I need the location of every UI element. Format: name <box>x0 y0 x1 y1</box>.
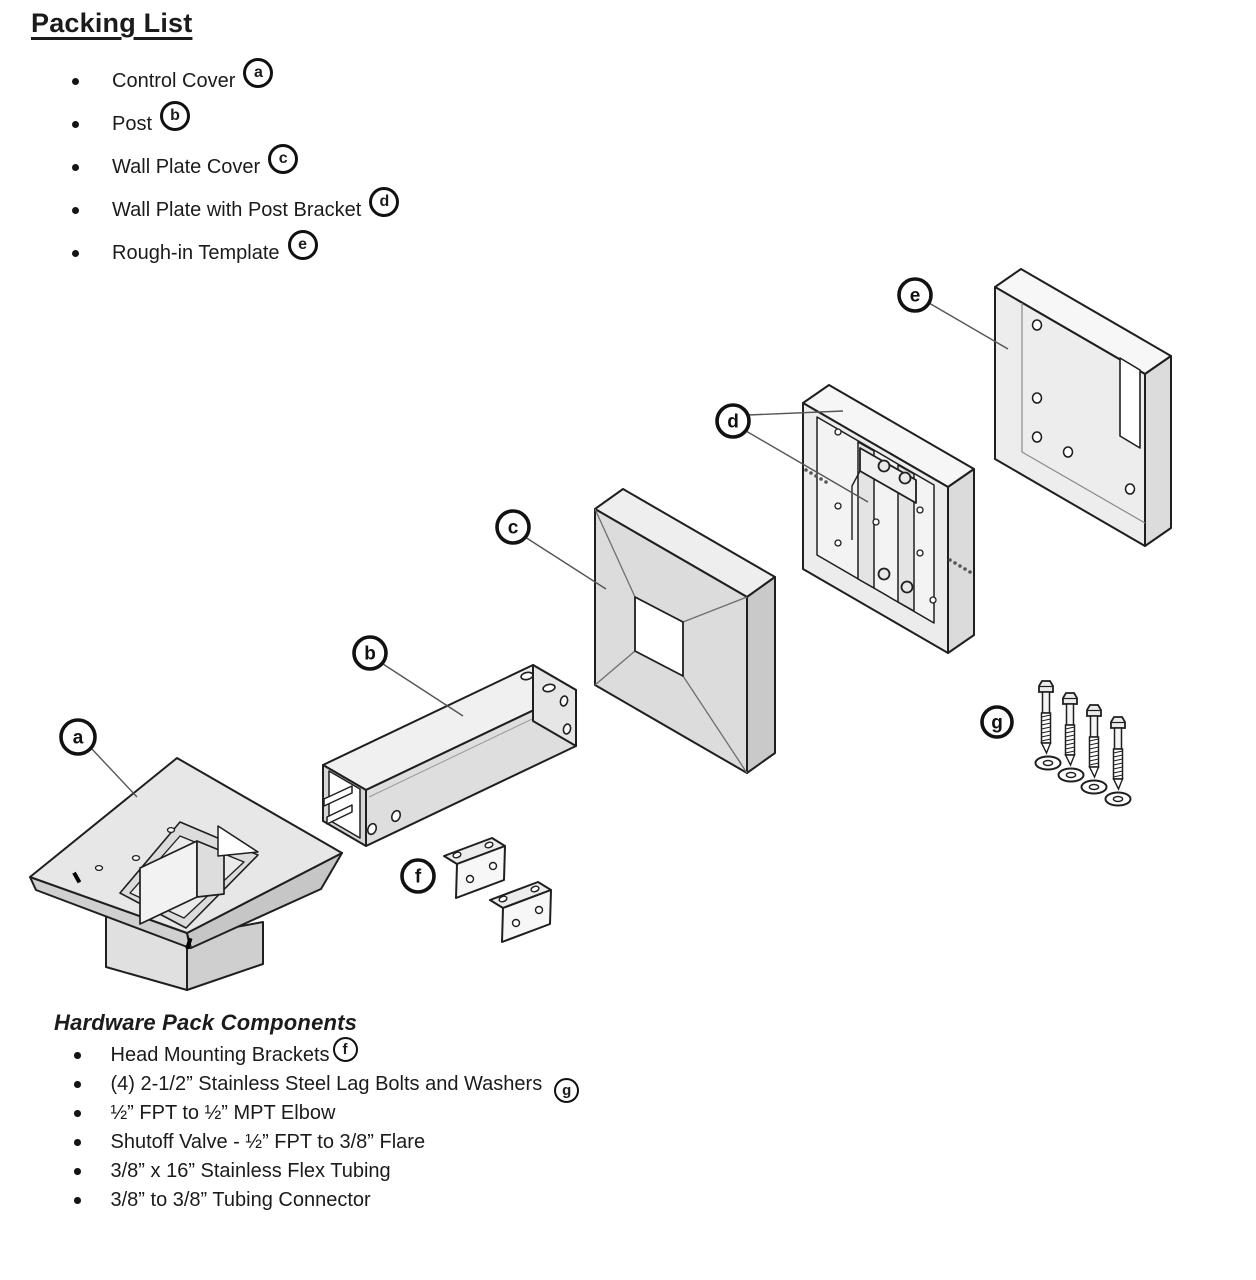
page-title: Packing List <box>31 8 193 38</box>
svg-text:d: d <box>727 411 739 433</box>
list-item-label: Head Mounting Brackets <box>110 1044 330 1066</box>
svg-text:g: g <box>991 712 1003 734</box>
part-lag-bolts-and-washers <box>1036 681 1131 806</box>
callout-f <box>402 860 434 892</box>
callout-letter-badge: d <box>369 187 399 217</box>
hardware-section-heading: Hardware Pack Components <box>54 1010 358 1035</box>
callout-d <box>717 405 749 437</box>
list-item-label: Wall Plate with Post Bracket <box>112 199 362 221</box>
callout-letter-badge: b <box>160 101 190 131</box>
svg-text:a: a <box>72 727 84 749</box>
callout-letter-badge: a <box>243 58 273 88</box>
list-item-label: Control Cover <box>112 70 236 92</box>
callout-letter-badge: g <box>554 1078 579 1103</box>
svg-text:b: b <box>364 643 376 665</box>
part-rough-in-template <box>995 269 1171 546</box>
callout-letter-badge: f <box>333 1037 358 1062</box>
list-item-label: Post <box>112 113 153 135</box>
part-wall-plate-cover <box>595 489 775 773</box>
svg-text:f: f <box>414 866 422 888</box>
callout-letter-badge: e <box>288 230 318 260</box>
list-item-label: Rough-in Template <box>112 242 280 264</box>
list-item-label: 3/8” x 16” Stainless Flex Tubing <box>110 1160 391 1182</box>
svg-text:c: c <box>507 517 519 539</box>
callout-e <box>899 279 931 311</box>
list-item-label: (4) 2-1/2” Stainless Steel Lag Bolts and Washers <box>110 1073 543 1095</box>
list-item-label: 3/8” to 3/8” Tubing Connector <box>110 1189 371 1211</box>
callout-c <box>497 511 529 543</box>
list-item-label: Wall Plate Cover <box>112 156 261 178</box>
callout-b <box>354 637 386 669</box>
callout-g <box>982 707 1012 737</box>
list-item-label: ½” FPT to ½” MPT Elbow <box>110 1102 336 1124</box>
callout-letter-badge: c <box>268 144 298 174</box>
svg-text:e: e <box>909 285 921 307</box>
part-head-mounting-brackets <box>444 838 551 942</box>
callout-a <box>61 720 95 754</box>
list-item-label: Shutoff Valve - ½” FPT to 3/8” Flare <box>110 1131 426 1153</box>
part-wall-plate-with-post-bracket <box>803 385 974 653</box>
part-post <box>323 665 576 846</box>
part-control-cover <box>30 758 342 990</box>
